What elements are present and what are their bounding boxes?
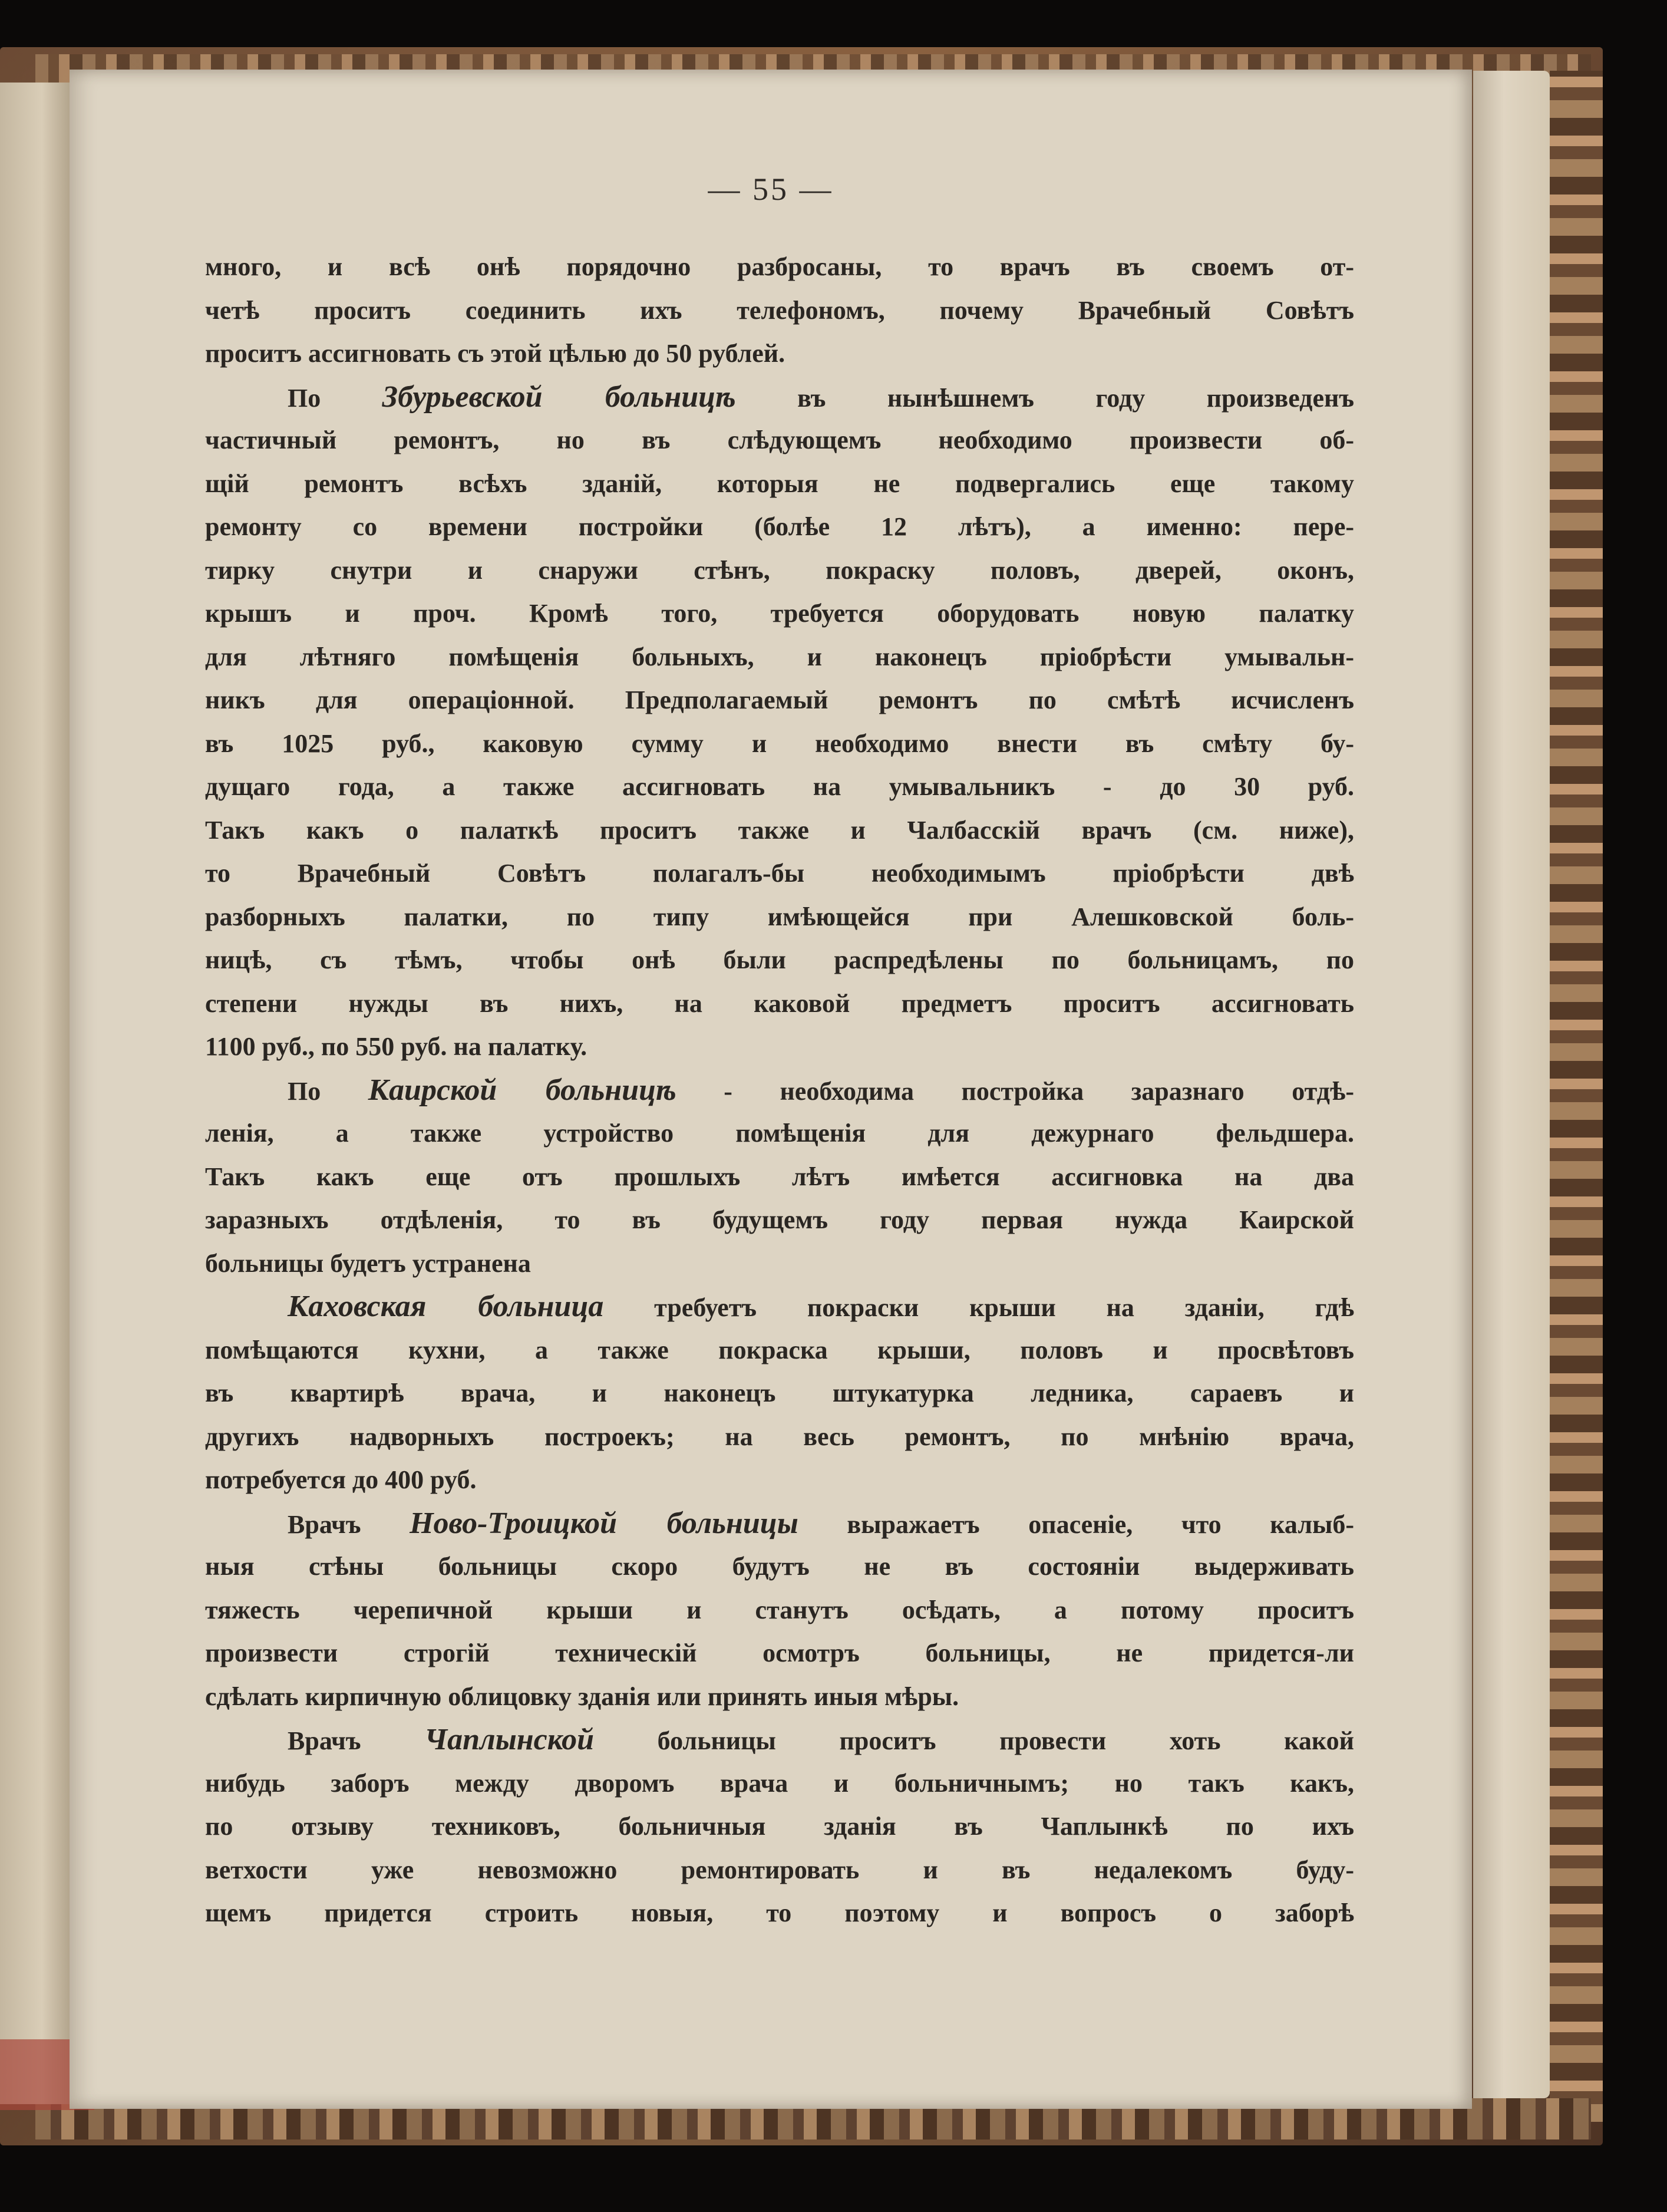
text-run: - необходима постройка заразнаго отдѣ- <box>676 1076 1354 1106</box>
text-line <box>205 1069 1354 1112</box>
text-line: щій ремонтъ всѣхъ зданій, которыя не подвергались еще такому <box>205 469 1354 498</box>
text-line: крышъ и проч. Кромѣ того, требуется оборудовать новую палатку <box>205 599 1354 628</box>
text-line: 1100 руб., по 550 руб. на палатку. <box>205 1032 587 1061</box>
text-line: то Врачебный Совѣтъ полагалъ-бы необходимымъ пріобрѣсти двѣ <box>205 859 1354 888</box>
text-line: другихъ надворныхъ построекъ; на весь ремонтъ, по мнѣнію врача, <box>205 1422 1354 1451</box>
text-line: больницы будетъ устранена <box>205 1248 531 1278</box>
text-line <box>205 375 1354 419</box>
text-run: По <box>288 1076 368 1106</box>
text-run: требуетъ покраски крыши на зданіи, гдѣ <box>603 1293 1354 1322</box>
text-line: тяжесть черепичной крыши и станутъ осѣдать, а потому проситъ <box>205 1595 1354 1624</box>
text-line: четѣ проситъ соединить ихъ телефономъ, почему Врачебный Совѣтъ <box>205 295 1354 325</box>
left-page-edge <box>0 83 70 2104</box>
text-line: заразныхъ отдѣленія, то въ будущемъ году первая нужда Каирской <box>205 1205 1354 1234</box>
right-page-stack <box>1473 71 1550 2098</box>
text-run: больницы проситъ провести хоть какой <box>594 1726 1354 1755</box>
text-line: частичный ремонтъ, но въ слѣдующемъ необходимо произвести об- <box>205 426 1354 454</box>
text-line: дущаго года, а также ассигновать на умывальникъ - до 30 руб. <box>205 772 1354 801</box>
text-line: нибудь заборъ между дворомъ врача и больничнымъ; но такъ какъ, <box>205 1768 1354 1798</box>
text-line: помѣщаются кухни, а также покраска крыши, половъ и просвѣтовъ <box>205 1335 1354 1364</box>
text-line: много, и всѣ онѣ порядочно разбросаны, то врачъ въ своемъ от- <box>205 252 1354 281</box>
hospital-name: Ново-Троицкой больницы <box>410 1506 798 1540</box>
text-line <box>205 1285 1354 1328</box>
text-run: По <box>288 383 382 413</box>
text-line: ныя стѣны больницы скоро будутъ не въ состояніи выдерживать <box>205 1552 1354 1581</box>
book-page <box>70 70 1472 2109</box>
text-line: потребуется до 400 руб. <box>205 1465 477 1494</box>
text-line: Такъ какъ еще отъ прошлыхъ лѣтъ имѣется ассигновка на два <box>205 1162 1354 1191</box>
text-line: ветхости уже невозможно ремонтировать и въ недалекомъ буду- <box>205 1855 1354 1884</box>
page-number: — 55 — <box>708 172 834 207</box>
hospital-name: Каирской больницѣ <box>368 1073 676 1107</box>
cover-edge-right <box>1550 71 1603 2122</box>
text-line: степени нужды въ нихъ, на каковой предметъ проситъ ассигновать <box>205 988 1354 1018</box>
page-text <box>205 245 1354 1935</box>
text-line: въ 1025 руб., каковую сумму и необходимо внести въ смѣту бу- <box>205 728 1354 758</box>
text-line: никъ для операціонной. Предполагаемый ремонтъ по смѣтѣ исчисленъ <box>205 685 1354 714</box>
text-line: тирку снутри и снаружи стѣнъ, покраску половъ, дверей, оконъ, <box>205 555 1354 585</box>
text-line: щемъ придется строить новыя, то поэтому и вопросъ о заборѣ <box>205 1898 1354 1927</box>
hospital-name: Збурьевской больницѣ <box>382 380 736 414</box>
text-line <box>205 1718 1354 1762</box>
text-line: сдѣлать кирпичную облицовку зданія или принять иныя мѣры. <box>205 1682 959 1711</box>
text-line: проситъ ассигновать съ этой цѣлью до 50 рублей. <box>205 339 785 368</box>
text-line: ницѣ, съ тѣмъ, чтобы онѣ были распредѣлены по больницамъ, по <box>205 945 1354 974</box>
text-line: въ квартирѣ врача, и наконецъ штукатурка ледника, сараевъ и <box>205 1379 1354 1407</box>
hospital-name: Чаплынской <box>424 1723 595 1756</box>
text-line: ремонту со времени постройки (болѣе 12 лѣтъ), а именно: пере- <box>205 512 1354 541</box>
text-line: ленія, а также устройство помѣщенія для дежурнаго фельдшера. <box>205 1119 1354 1148</box>
text-run: выражаетъ опасеніе, что калыб- <box>798 1509 1354 1539</box>
text-line <box>205 1502 1354 1545</box>
text-run: Врачъ <box>288 1726 425 1755</box>
text-line: разборныхъ палатки, по типу имѣющейся при Алешковской боль- <box>205 902 1354 931</box>
text-run: Врачъ <box>288 1509 410 1539</box>
text-line: Такъ какъ о палаткѣ проситъ также и Чалбасскій врачъ (см. ниже), <box>205 815 1354 845</box>
text-line: произвести строгій техническій осмотръ больницы, не придется-ли <box>205 1639 1354 1667</box>
text-line: для лѣтняго помѣщенія больныхъ, и наконецъ пріобрѣсти умывальн- <box>205 642 1354 671</box>
text-line: по отзыву техниковъ, больничныя зданія въ Чаплынкѣ по ихъ <box>205 1812 1354 1841</box>
text-run: въ нынѣшнемъ году произведенъ <box>735 383 1354 413</box>
hospital-name: Каховская больница <box>288 1290 604 1323</box>
